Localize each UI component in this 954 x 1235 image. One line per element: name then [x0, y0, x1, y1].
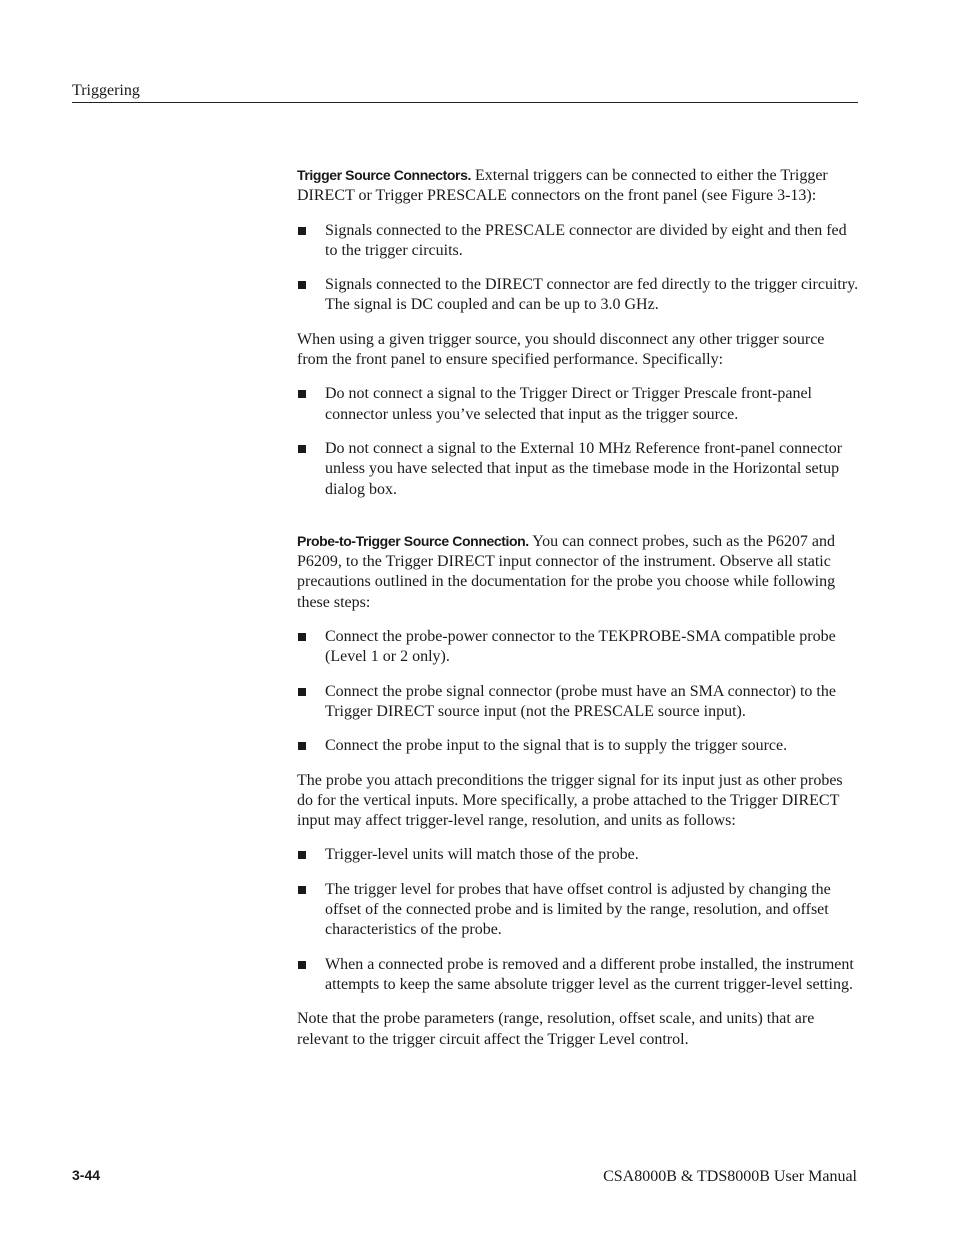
list-item-text: Connect the probe signal connector (probe must have an SMA connector) to the Trigger DIRECT source input (not the PRESCALE source input).	[325, 682, 836, 720]
paragraph: When using a given trigger source, you should disconnect any other trigger source from the front panel to ensure specified performance. Specifically:	[297, 330, 825, 369]
square-bullet-icon	[298, 633, 306, 641]
section-heading: Trigger Source Connectors.	[297, 167, 471, 183]
bullet-list	[297, 221, 859, 316]
list-item-text: Do not connect a signal to the External 10 MHz Reference front-panel connector unless you have selected that input as the timebase mode in the Horizontal setup dialog box.	[325, 439, 843, 498]
list-item-text: Connect the probe-power connector to the TEKPROBE-SMA compatible probe (Level 1 or 2 only).	[325, 628, 836, 666]
bullet-list	[297, 627, 859, 756]
list-item-text: Do not connect a signal to the Trigger Direct or Trigger Prescale front-panel connector unless you’ve selected that input as the trigger source.	[325, 385, 812, 423]
list-item	[297, 221, 859, 262]
bullet-list	[297, 845, 859, 995]
section-probe-to-trigger-intro	[297, 531, 859, 613]
header-rule	[72, 102, 858, 103]
square-bullet-icon	[298, 445, 306, 453]
section-heading: Probe-to-Trigger Source Connection.	[297, 532, 529, 549]
square-bullet-icon	[298, 390, 306, 398]
list-item-text: Signals connected to the DIRECT connector are fed directly to the trigger circuitry. The signal is DC coupled and can be up to 3.0 GHz.	[325, 276, 859, 314]
square-bullet-icon	[298, 281, 306, 289]
list-item	[297, 845, 859, 865]
square-bullet-icon	[298, 851, 306, 859]
section-trigger-source-connectors-intro	[297, 165, 859, 207]
square-bullet-icon	[298, 961, 306, 969]
page-number: 3-44	[72, 1167, 101, 1183]
paragraph: The probe you attach preconditions the trigger signal for its input just as other probes do for the vertical inputs. More specifically, a probe attached to the Trigger DIRECT input may affect trigger-level range, resolution, and units as follows:	[297, 771, 843, 830]
list-item-text: The trigger level for probes that have offset control is adjusted by changing the offset of the connected probe and is limited by the range, resolution, and offset characteristics of the probe.	[325, 880, 831, 939]
list-item-text: Signals connected to the PRESCALE connector are divided by eight and then fed to the trigger circuits.	[325, 221, 847, 259]
list-item	[297, 955, 859, 996]
list-item-text: Connect the probe input to the signal that is to supply the trigger source.	[325, 737, 788, 755]
list-item	[297, 384, 859, 425]
paragraph-text: External triggers can be connected to either the Trigger DIRECT or Trigger PRESCALE connectors on the front panel (see Figure 3-13):	[297, 167, 828, 205]
square-bullet-icon	[298, 886, 306, 894]
paragraph-text: You can connect probes, such as the P6207 and P6209, to the Trigger DIRECT input connector of the instrument. Observe all static precautions outlined in the documentation for the probe you choose while following these steps:	[297, 532, 836, 611]
list-item	[297, 627, 859, 668]
list-item	[297, 682, 859, 723]
square-bullet-icon	[298, 688, 306, 696]
running-header: Triggering	[72, 82, 140, 99]
list-item	[297, 275, 859, 316]
list-item	[297, 880, 859, 941]
square-bullet-icon	[298, 227, 306, 235]
bullet-list	[297, 384, 859, 499]
list-item-text: When a connected probe is removed and a different probe installed, the instrument attempts to keep the same absolute trigger level as the current trigger-level setting.	[325, 955, 854, 993]
square-bullet-icon	[298, 742, 306, 750]
page-body	[297, 165, 859, 1050]
list-item	[297, 736, 859, 756]
paragraph: Note that the probe parameters (range, resolution, offset scale, and units) that are relevant to the trigger circuit affect the Trigger Level control.	[297, 1010, 815, 1048]
manual-title: CSA8000B & TDS8000B User Manual	[603, 1168, 857, 1185]
list-item-text: Trigger-level units will match those of the probe.	[325, 846, 639, 864]
list-item	[297, 439, 859, 500]
